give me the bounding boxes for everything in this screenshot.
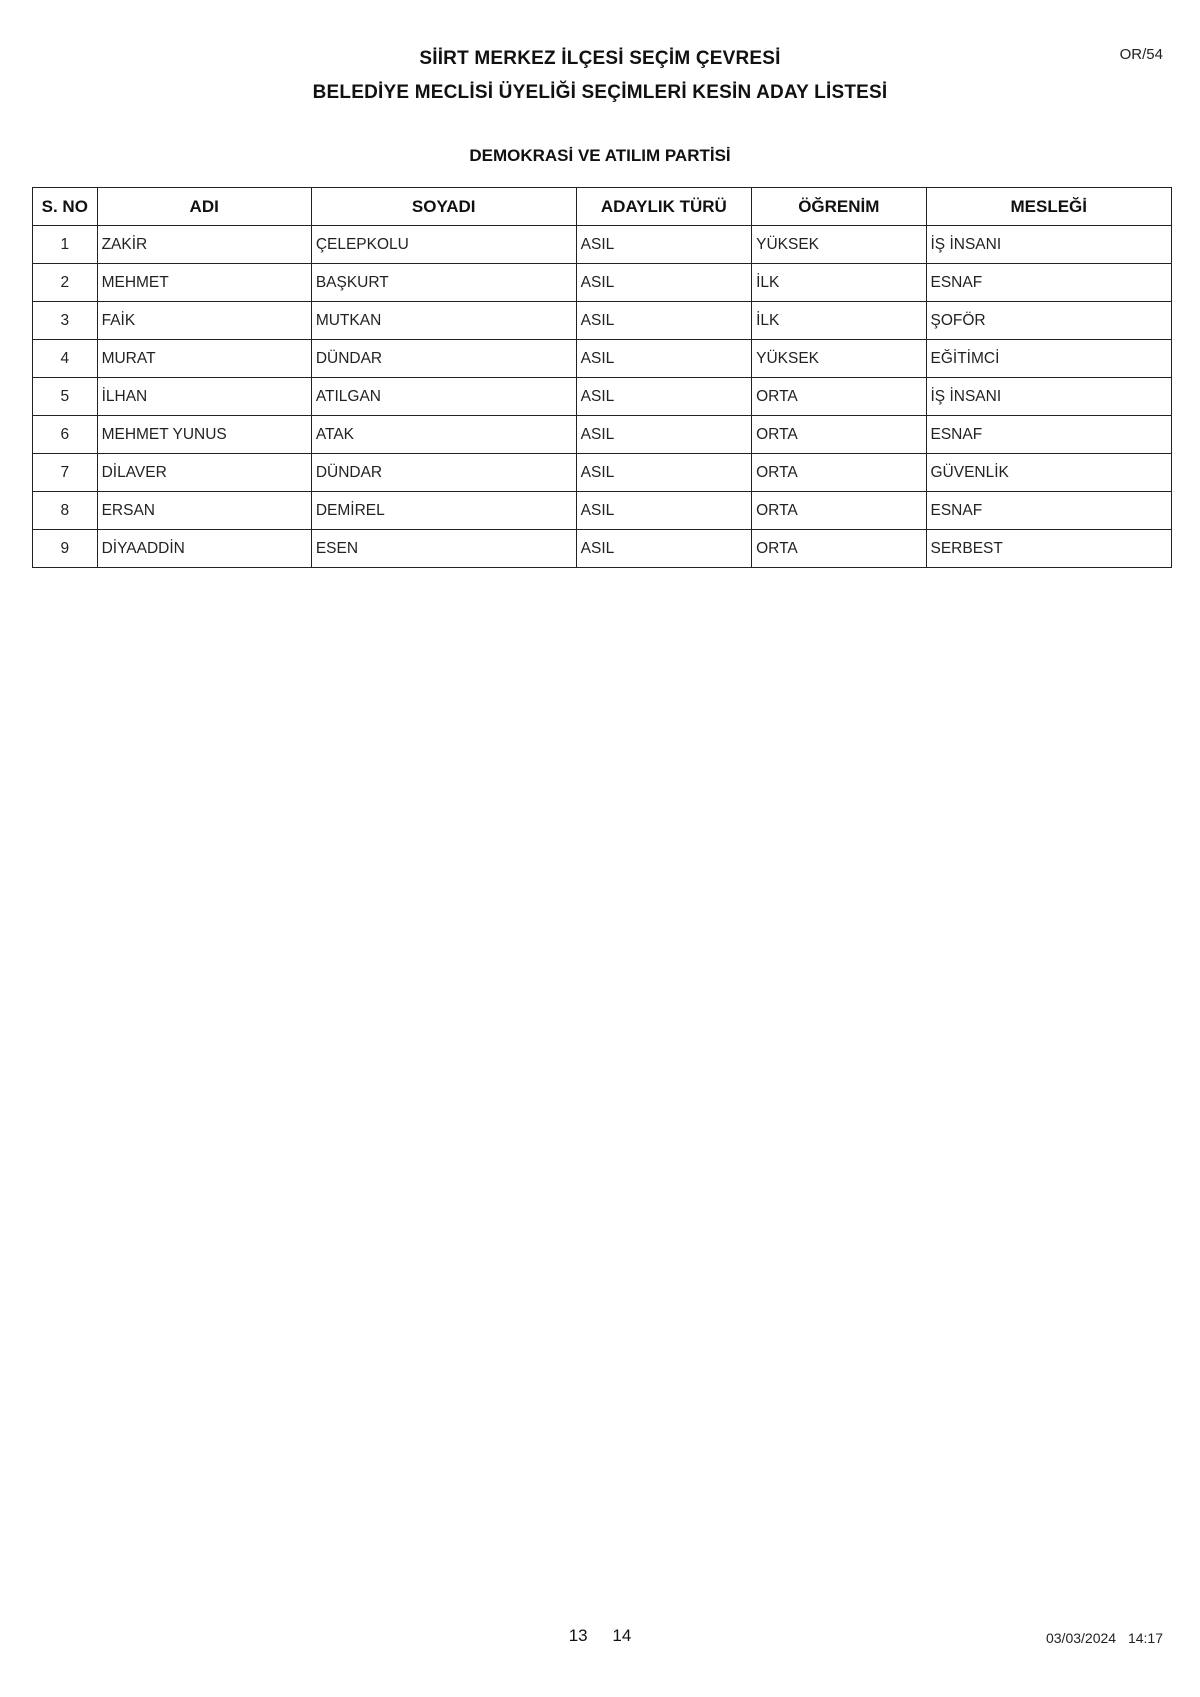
- column-header-surname: SOYADI: [311, 188, 576, 226]
- table-row: [33, 492, 1172, 530]
- cell-surname: ESEN: [311, 530, 576, 568]
- print-time: 14:17: [1127, 1630, 1163, 1646]
- cell-sno: 8: [33, 492, 98, 530]
- cell-candidacy-type: ASIL: [576, 492, 751, 530]
- cell-candidacy-type: ASIL: [576, 530, 751, 568]
- cell-candidacy-type: ASIL: [576, 340, 751, 378]
- cell-occupation: İŞ İNSANI: [926, 378, 1172, 416]
- cell-occupation: ŞOFÖR: [926, 302, 1172, 340]
- cell-surname: DÜNDAR: [311, 340, 576, 378]
- cell-first-name: MEHMET: [97, 264, 311, 302]
- column-header-first-name: ADI: [97, 188, 311, 226]
- cell-surname: DEMİREL: [311, 492, 576, 530]
- table-row: [33, 226, 1172, 264]
- print-timestamp: [1046, 1630, 1163, 1646]
- table-row: [33, 302, 1172, 340]
- cell-education: ORTA: [752, 454, 926, 492]
- column-header-sno: S. NO: [33, 188, 98, 226]
- table-row: [33, 378, 1172, 416]
- cell-candidacy-type: ASIL: [576, 378, 751, 416]
- cell-sno: 6: [33, 416, 98, 454]
- title-line-1: SİİRT MERKEZ İLÇESİ SEÇİM ÇEVRESİ: [419, 48, 781, 69]
- cell-first-name: MEHMET YUNUS: [97, 416, 311, 454]
- print-date: 03/03/2024: [1045, 1630, 1117, 1646]
- page-numbers: [0, 1626, 1200, 1646]
- cell-occupation: ESNAF: [926, 492, 1172, 530]
- cell-sno: 2: [33, 264, 98, 302]
- cell-occupation: ESNAF: [926, 416, 1172, 454]
- cell-education: ORTA: [752, 416, 926, 454]
- cell-sno: 7: [33, 454, 98, 492]
- title-line-2: BELEDİYE MECLİSİ ÜYELİĞİ SEÇİMLERİ KESİN ADAY LİSTESİ: [312, 82, 888, 103]
- cell-first-name: DİYAADDİN: [97, 530, 311, 568]
- candidate-table: [32, 187, 1172, 568]
- cell-sno: 4: [33, 340, 98, 378]
- cell-candidacy-type: ASIL: [576, 226, 751, 264]
- cell-first-name: İLHAN: [97, 378, 311, 416]
- cell-candidacy-type: ASIL: [576, 416, 751, 454]
- cell-occupation: GÜVENLİK: [926, 454, 1172, 492]
- cell-surname: MUTKAN: [311, 302, 576, 340]
- cell-surname: ATILGAN: [311, 378, 576, 416]
- page-number-a: 13: [568, 1626, 588, 1645]
- table-row: [33, 530, 1172, 568]
- cell-surname: ATAK: [311, 416, 576, 454]
- document-code: OR/54: [1119, 46, 1163, 63]
- cell-surname: BAŞKURT: [311, 264, 576, 302]
- cell-sno: 9: [33, 530, 98, 568]
- table-header-row: [33, 188, 1172, 226]
- table-row: [33, 340, 1172, 378]
- cell-first-name: ZAKİR: [97, 226, 311, 264]
- column-header-candidacy-type: ADAYLIK TÜRÜ: [576, 188, 751, 226]
- cell-surname: DÜNDAR: [311, 454, 576, 492]
- cell-candidacy-type: ASIL: [576, 302, 751, 340]
- cell-first-name: DİLAVER: [97, 454, 311, 492]
- cell-surname: ÇELEPKOLU: [311, 226, 576, 264]
- column-header-education: ÖĞRENİM: [752, 188, 926, 226]
- cell-education: ORTA: [752, 492, 926, 530]
- table-row: [33, 454, 1172, 492]
- cell-first-name: MURAT: [97, 340, 311, 378]
- cell-education: YÜKSEK: [752, 340, 926, 378]
- cell-first-name: FAİK: [97, 302, 311, 340]
- table-row: [33, 264, 1172, 302]
- cell-education: İLK: [752, 264, 926, 302]
- page-number-b: 14: [612, 1626, 632, 1645]
- table-row: [33, 416, 1172, 454]
- cell-sno: 3: [33, 302, 98, 340]
- cell-education: İLK: [752, 302, 926, 340]
- cell-first-name: ERSAN: [97, 492, 311, 530]
- cell-occupation: ESNAF: [926, 264, 1172, 302]
- cell-occupation: İŞ İNSANI: [926, 226, 1172, 264]
- cell-sno: 5: [33, 378, 98, 416]
- cell-education: YÜKSEK: [752, 226, 926, 264]
- cell-education: ORTA: [752, 378, 926, 416]
- party-name: DEMOKRASİ VE ATILIM PARTİSİ: [469, 146, 731, 165]
- column-header-occupation: MESLEĞİ: [926, 188, 1172, 226]
- cell-occupation: SERBEST: [926, 530, 1172, 568]
- cell-candidacy-type: ASIL: [576, 264, 751, 302]
- cell-sno: 1: [33, 226, 98, 264]
- cell-education: ORTA: [752, 530, 926, 568]
- cell-occupation: EĞİTİMCİ: [926, 340, 1172, 378]
- title-block: [0, 42, 1200, 110]
- cell-candidacy-type: ASIL: [576, 454, 751, 492]
